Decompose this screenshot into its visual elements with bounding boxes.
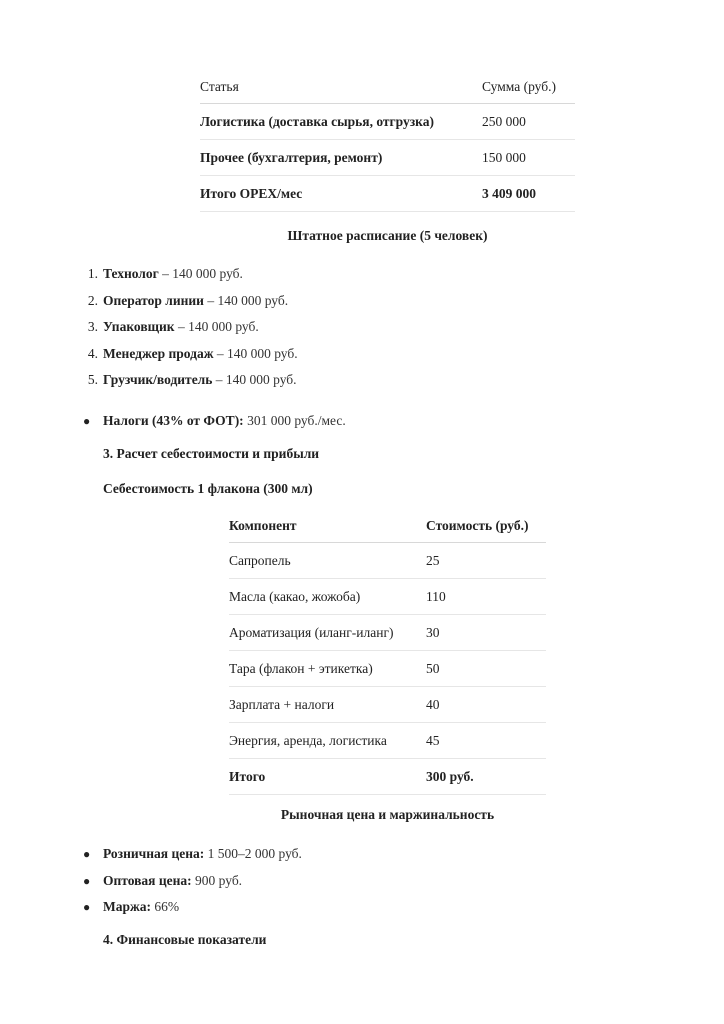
list-number: 3.: [87, 319, 98, 334]
list-item: [83, 897, 302, 924]
table-row: [229, 543, 546, 579]
market-value: 900 руб.: [191, 872, 243, 888]
section-3-subtitle: Себестоимость 1 флакона (300 мл): [103, 481, 313, 496]
header-item: Статья: [200, 70, 482, 104]
table-row: [229, 651, 546, 687]
cell-component: Ароматизация (иланг-иланг): [229, 615, 426, 651]
staff-role: Менеджер продаж: [103, 345, 214, 361]
staff-role: Грузчик/водитель: [103, 372, 213, 387]
list-number: 2.: [87, 292, 98, 308]
list-item: [83, 844, 302, 871]
table-row: [229, 615, 546, 651]
cell-cost: 30: [426, 615, 546, 651]
table-row: [229, 687, 546, 723]
list-number: 5.: [87, 372, 98, 387]
list-item: [87, 264, 298, 291]
section-3-title: 3. Расчет себестоимости и прибыли: [103, 446, 320, 461]
cell-component: Зарплата + налоги: [229, 687, 426, 723]
market-value: 1 500–2 000 руб.: [204, 846, 302, 861]
section-4-title: 4. Финансовые показатели: [103, 932, 267, 947]
cell-cost: 45: [426, 723, 546, 759]
staff-salary: – 140 000 руб.: [212, 372, 297, 387]
list-number: 4.: [87, 345, 98, 361]
list-number: 1.: [87, 266, 98, 281]
taxes-label: Налоги (43% от ФОТ):: [103, 413, 244, 428]
list-item: [83, 871, 302, 898]
staff-salary: – 140 000 руб.: [174, 319, 259, 334]
list-item: [87, 370, 298, 397]
staff-salary: – 140 000 руб.: [158, 266, 243, 281]
taxes-value: 301 000 руб./мес.: [243, 413, 346, 428]
cell-cost: 110: [426, 579, 546, 615]
market-label: Оптовая цена:: [103, 872, 192, 888]
staff-role: Технолог: [103, 266, 159, 281]
cost-table: [229, 509, 546, 795]
market-value: 66%: [151, 899, 180, 914]
staff-caption: Штатное расписание (5 человек): [287, 228, 488, 243]
market-caption: Рыночная цена и маржинальность: [280, 807, 495, 822]
bullet-dot: ●: [83, 873, 91, 888]
table-row: [229, 723, 546, 759]
header-amount: Сумма (руб.): [482, 70, 575, 104]
market-label: Розничная цена:: [103, 846, 205, 861]
staff-role: Упаковщик: [103, 319, 175, 334]
list-item: [87, 344, 298, 371]
bullet-dot: ●: [83, 847, 91, 861]
opex-table: [200, 70, 575, 212]
market-list: [83, 844, 302, 924]
bullet-dot: ●: [83, 414, 91, 428]
staff-role: Оператор линии: [103, 292, 204, 308]
cell-cost: 40: [426, 687, 546, 723]
table-row: [200, 140, 575, 176]
staff-list: [87, 264, 298, 397]
table-header-row: [200, 70, 575, 104]
list-item: [83, 411, 346, 438]
cell-component: Энергия, аренда, логистика: [229, 723, 426, 759]
taxes-list: [83, 411, 346, 438]
table-header-row: [229, 509, 546, 543]
cell-component: Масла (какао, жожоба): [229, 579, 426, 615]
table-row: [229, 579, 546, 615]
table-row: [200, 104, 575, 140]
header-cost: Стоимость (руб.): [426, 509, 546, 543]
cell-component: Сапропель: [229, 543, 426, 579]
cell-cost: 50: [426, 651, 546, 687]
bullet-dot: ●: [83, 900, 91, 914]
list-item: [87, 291, 298, 318]
table-row-total: [200, 176, 575, 212]
header-component: Компонент: [229, 509, 426, 543]
staff-salary: – 140 000 руб.: [213, 345, 298, 361]
cell-item: Прочее (бухгалтерия, ремонт): [200, 140, 482, 176]
table-row-total: [229, 759, 546, 795]
market-label: Маржа:: [103, 899, 152, 914]
cell-item: Логистика (доставка сырья, отгрузка): [200, 104, 482, 140]
cell-cost: 25: [426, 543, 546, 579]
cell-amount: 250 000: [482, 104, 575, 140]
cell-item: Итого OPEX/мес: [200, 176, 482, 212]
cell-amount: 150 000: [482, 140, 575, 176]
cell-cost: 300 руб.: [426, 759, 546, 795]
cell-component: Итого: [229, 759, 426, 795]
cell-component: Тара (флакон + этикетка): [229, 651, 426, 687]
cell-amount: 3 409 000: [482, 176, 575, 212]
list-item: [87, 317, 298, 344]
staff-salary: – 140 000 руб.: [203, 292, 289, 308]
